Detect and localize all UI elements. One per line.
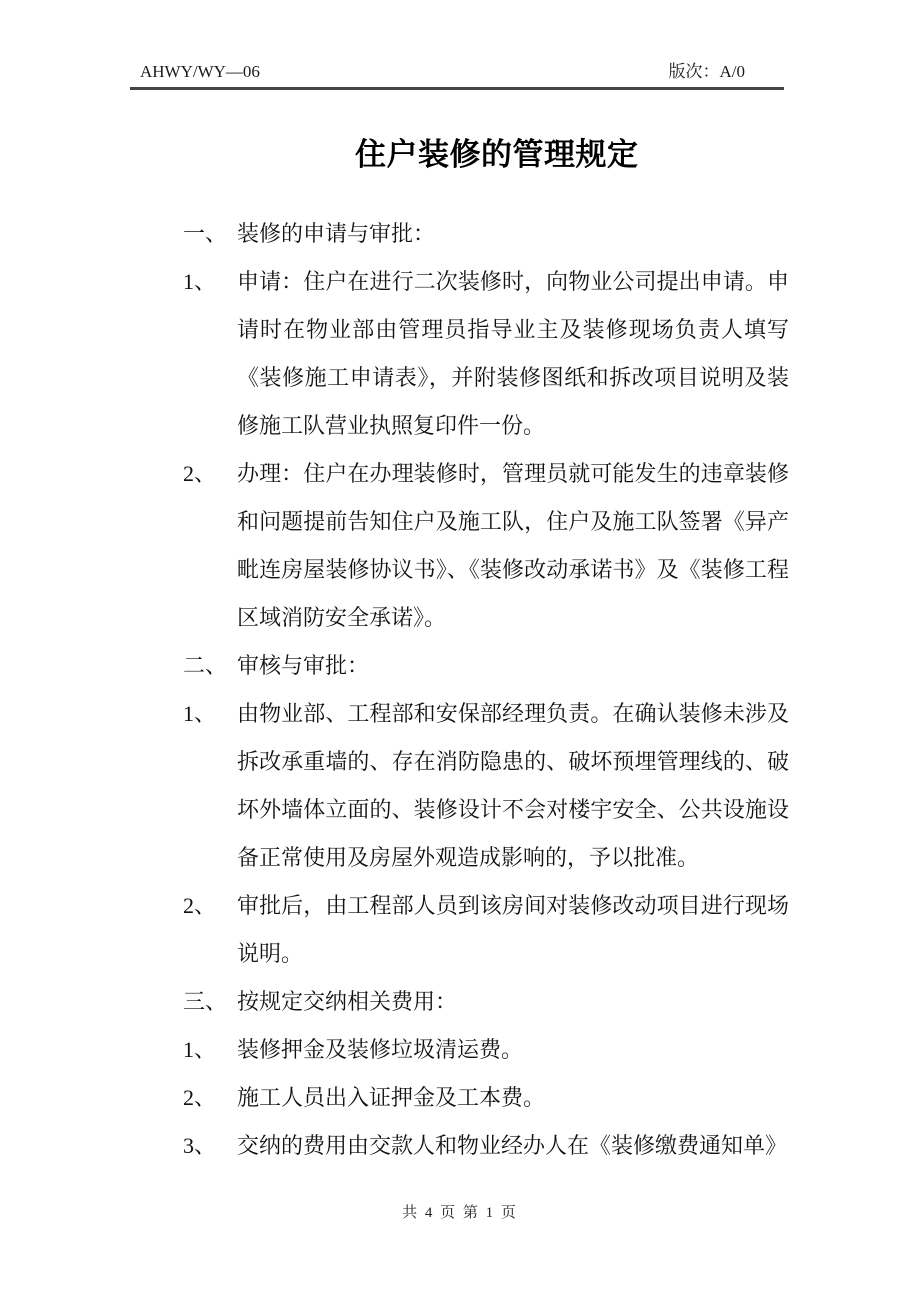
list-item-apply <box>183 258 789 450</box>
list-item-section-1 <box>183 210 789 258</box>
list-item-number: 3、 <box>183 1133 217 1158</box>
list-item-text: 由物业部、工程部和安保部经理负责。在确认装修未涉及拆改承重墙的、存在消防隐患的、破坏预埋管理线的、破坏外墙体立面的、装修设计不会对楼宇安全、公共设施设备正常使用及房屋外观造成影响的，予以批准。 <box>237 701 789 870</box>
document-code: AHWY/WY—06 <box>140 62 260 81</box>
list-item-text: 审批后，由工程部人员到该房间对装修改动项目进行现场说明。 <box>237 893 789 966</box>
page-footer <box>0 1203 920 1223</box>
list-item-section-3 <box>183 978 789 1026</box>
list-item-number: 2、 <box>183 461 217 486</box>
document-version: 版次：A/0 <box>668 62 745 81</box>
list-item-text: 按规定交纳相关费用： <box>237 989 458 1014</box>
list-item-text: 交纳的费用由交款人和物业经办人在《装修缴费通知单》 <box>237 1133 788 1158</box>
list-item-text: 装修的申请与审批： <box>237 221 436 246</box>
header-rule <box>130 87 784 90</box>
list-item-number: 一、 <box>183 221 228 246</box>
list-item-number: 1、 <box>183 701 217 726</box>
list-item-text: 办理：住户在办理装修时，管理员就可能发生的违章装修和问题提前告知住户及施工队，住户及施工队签署《异产毗连房屋装修协议书》、《装修改动承诺书》及《装修工程区域消防安全承诺》。 <box>237 461 789 630</box>
list-item-handle <box>183 450 789 642</box>
list-item-text: 审核与审批： <box>237 653 370 678</box>
list-item-onsite <box>183 882 789 978</box>
list-item-text: 申请：住户在进行二次装修时，向物业公司提出申请。申请时在物业部由管理员指导业主及装修现场负责人填写《装修施工申请表》，并附装修图纸和拆改项目说明及装修施工队营业执照复印件一份。 <box>237 269 789 438</box>
list-item-payment-notice <box>183 1122 789 1170</box>
list-item-number: 三、 <box>183 989 228 1014</box>
list-item-text: 施工人员出入证押金及工本费。 <box>237 1085 546 1110</box>
list-item-text: 装修押金及装修垃圾清运费。 <box>237 1037 524 1062</box>
list-item-number: 2、 <box>183 893 217 918</box>
list-item-number: 1、 <box>183 269 217 294</box>
list-item-number: 2、 <box>183 1085 217 1110</box>
page-number-text: 共 4 页 第 1 页 <box>402 1205 518 1221</box>
document-header <box>140 61 745 83</box>
list-item-deposit <box>183 1026 789 1074</box>
list-item-number: 二、 <box>183 653 228 678</box>
list-item-pass-fee <box>183 1074 789 1122</box>
list-item-section-2 <box>183 642 789 690</box>
list-item-review <box>183 690 789 882</box>
document-title: 住户装修的管理规定 <box>355 136 639 172</box>
list-item-number: 1、 <box>183 1037 217 1062</box>
document-body <box>183 210 789 1170</box>
